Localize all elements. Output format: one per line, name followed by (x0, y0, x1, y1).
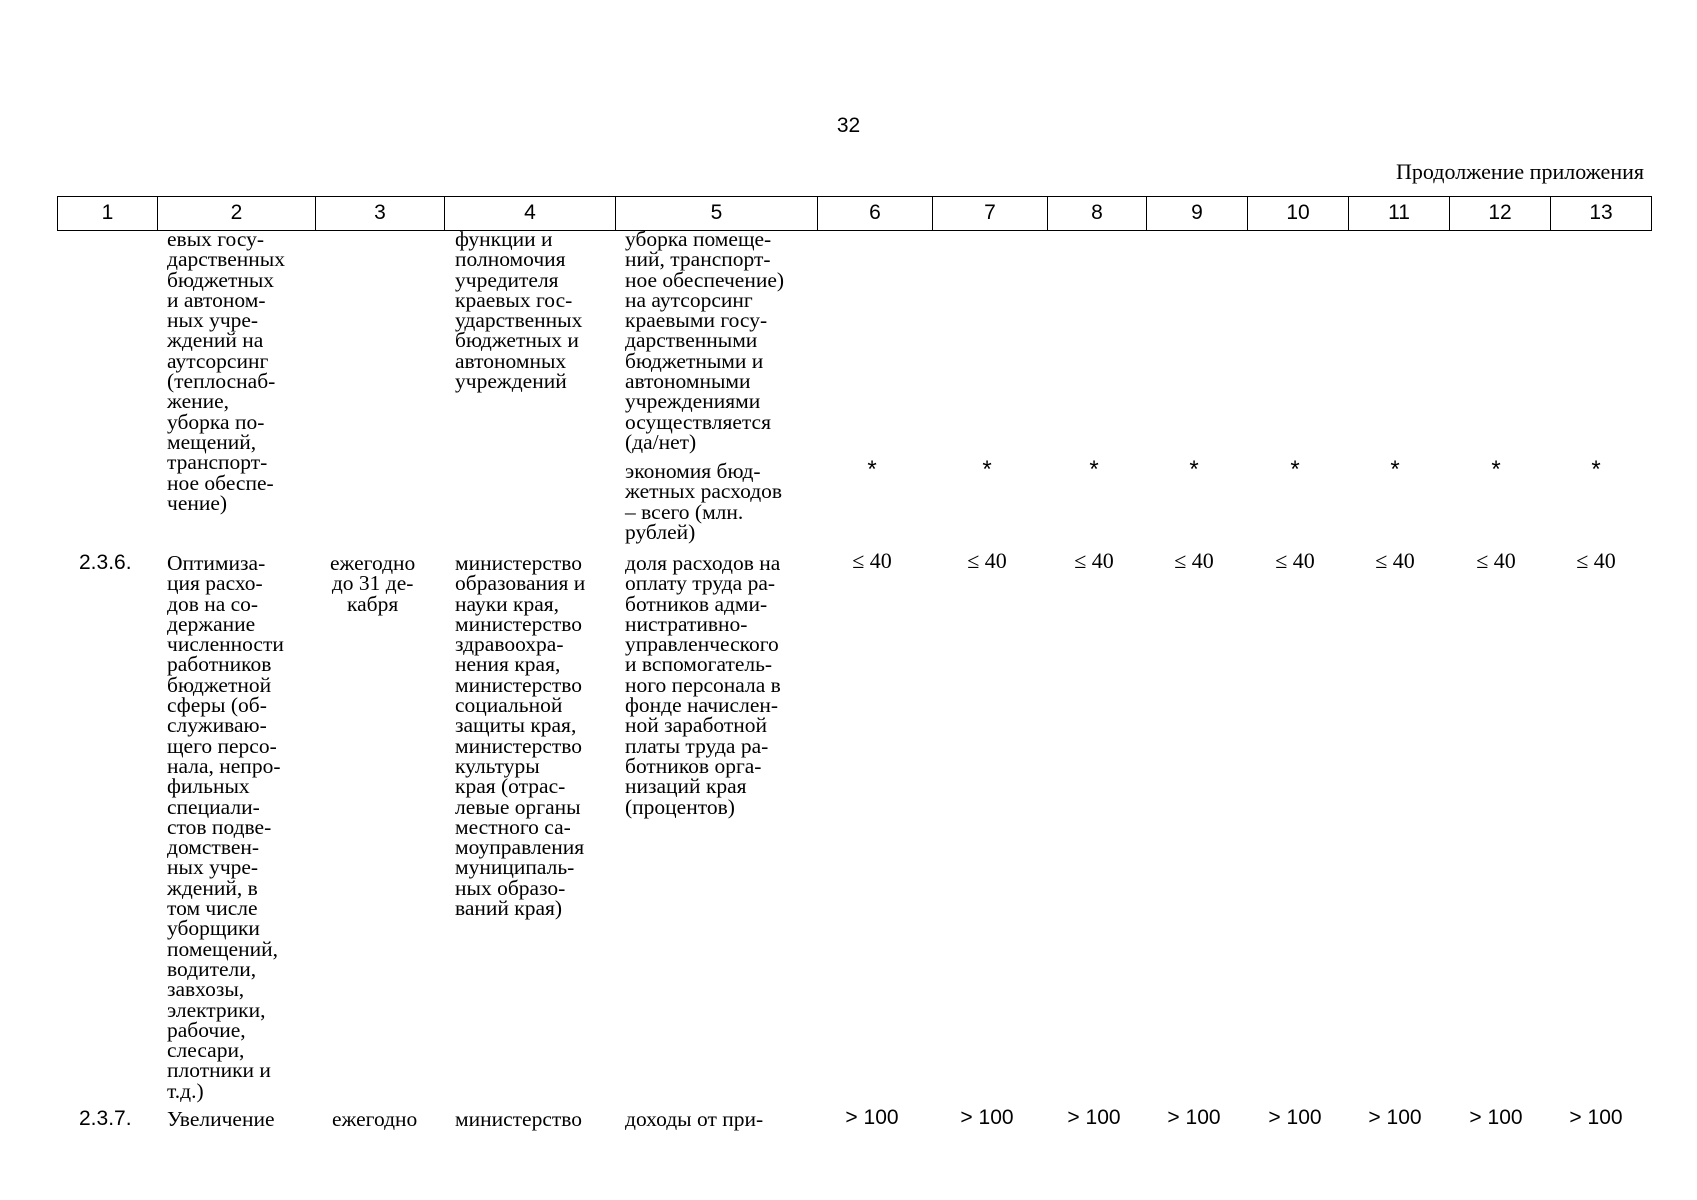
cont-value-col7: * (982, 456, 992, 483)
header-col-9: 9 (1147, 197, 1248, 230)
row-237-value-col10: > 100 (1268, 1106, 1322, 1129)
cont-col5b-text: экономия бюд- жетных расходов – всего (млн. рублей) (625, 459, 783, 544)
cont-col4-text: функции и полномочия учредителя краевых гос- ударственных бюджетных и автономных учреждений (455, 227, 583, 394)
header-col-12: 12 (1450, 197, 1551, 230)
row-237-value-col13: > 100 (1569, 1106, 1623, 1129)
continuation-label: Продолжение приложения (1396, 159, 1644, 184)
header-col-10: 10 (1248, 197, 1349, 230)
cont-value-col11: * (1390, 456, 1400, 483)
row-237-col4-text: министерство (455, 1107, 583, 1131)
cont-col5a-text: уборка помеще- ний, транспорт- ное обеспечение) на аутсорсинг краевыми госу- дарственными бюджетными и автономными учреждениями осуществляется (да/нет) (625, 227, 785, 454)
cont-value-col6: * (867, 456, 877, 483)
row-237-value-col9: > 100 (1167, 1106, 1221, 1129)
page-number: 32 (836, 114, 861, 137)
header-col-11: 11 (1349, 197, 1450, 230)
header-col-13: 13 (1551, 197, 1652, 230)
header-col-4: 4 (445, 197, 616, 230)
row-237-value-col6: > 100 (845, 1106, 899, 1129)
cont-value-col9: * (1189, 456, 1199, 483)
row-237-value-col8: > 100 (1067, 1106, 1121, 1129)
cont-value-col12: * (1491, 456, 1501, 483)
row-236-value-col10: ≤ 40 (1275, 548, 1315, 573)
header-col-8: 8 (1048, 197, 1147, 230)
row-236-value-col8: ≤ 40 (1074, 548, 1114, 573)
header-col-3: 3 (316, 197, 445, 230)
cont-col2-text: евых госу- дарственных бюджетных и автоном- ных учре- ждений на аутсорсинг (теплоснаб- жение, уборка по- мещений, транспорт- ное обеспе- чение) (167, 227, 285, 515)
table-header-row (57, 196, 1652, 231)
row-236-col4-text: министерство образования и науки края, министерство здравоохра- нения края, министерство социальной защиты края, министерство культуры края (отрас- левые органы местного са- моуправления муниципаль- ных образо- ваний края) (455, 551, 586, 921)
row-236-number: 2.3.6. (79, 551, 132, 574)
row-236-value-col7: ≤ 40 (967, 548, 1007, 573)
row-237-col5-text: доходы от при- (625, 1107, 764, 1131)
header-col-1: 1 (58, 197, 158, 230)
cont-value-col10: * (1290, 456, 1300, 483)
row-237-col2-text: Увеличение (167, 1107, 275, 1131)
row-237-value-col12: > 100 (1469, 1106, 1523, 1129)
cont-value-col8: * (1089, 456, 1099, 483)
row-236-value-col13: ≤ 40 (1576, 548, 1616, 573)
row-236-col2-text: Оптимиза- ция расхо- дов на со- держание численности работников бюджетной сферы (об- служиваю- щего персо- нала, непро- фильных специали- стов подве- домствен- ных учре- ждений, в том числе уборщики помещений, водители, завхозы, электрики, рабочие, слесари, плотники и т.д.) (167, 551, 284, 1103)
header-col-6: 6 (818, 197, 933, 230)
cont-value-col13: * (1591, 456, 1601, 483)
row-237-value-col11: > 100 (1368, 1106, 1422, 1129)
row-236-value-col11: ≤ 40 (1375, 548, 1415, 573)
row-236-col3-text: ежегодно до 31 де- кабря (330, 551, 416, 616)
header-col-7: 7 (933, 197, 1048, 230)
header-col-5: 5 (616, 197, 818, 230)
row-237-col3-text: ежегодно (332, 1107, 418, 1131)
header-col-2: 2 (158, 197, 316, 230)
row-236-value-col12: ≤ 40 (1476, 548, 1516, 573)
row-236-col5-text: доля расходов на оплату труда ра- ботников адми- нистративно- управленческого и вспомогатель- ного персонала в фонде начислен- ной заработной платы труда ра- ботников орга- низаций края (процентов) (625, 551, 781, 819)
row-237-number: 2.3.7. (79, 1107, 132, 1130)
row-236-value-col9: ≤ 40 (1174, 548, 1214, 573)
row-236-value-col6: ≤ 40 (852, 548, 892, 573)
row-237-value-col7: > 100 (960, 1106, 1014, 1129)
